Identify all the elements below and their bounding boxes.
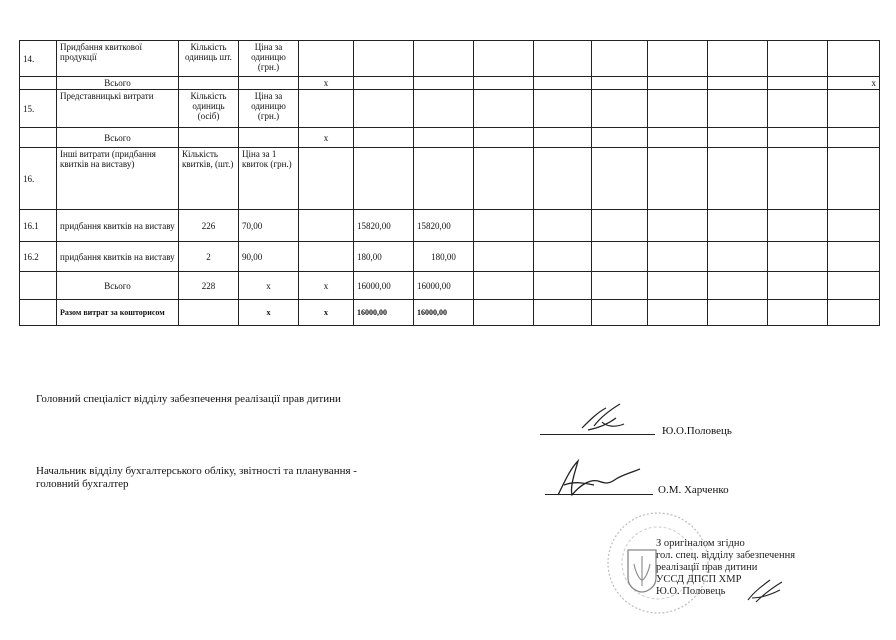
row-cell xyxy=(828,41,880,77)
table-row xyxy=(20,128,880,148)
row-cell xyxy=(708,148,768,210)
row-name: Всього xyxy=(57,77,179,90)
row-qty: 228 xyxy=(179,272,239,300)
row-cell xyxy=(648,41,708,77)
row-sum1: 180,00 xyxy=(354,242,414,272)
row-sum2 xyxy=(414,41,474,77)
row-cell xyxy=(534,272,592,300)
row-cell xyxy=(768,272,828,300)
row-x: х xyxy=(299,128,354,148)
row-sum2: 16000,00 xyxy=(414,300,474,326)
chief-specialist-name: Ю.О.Половець xyxy=(662,425,732,437)
row-cell xyxy=(592,242,648,272)
row-qty xyxy=(179,300,239,326)
row-x xyxy=(299,210,354,242)
row-cell xyxy=(648,128,708,148)
row-sum1 xyxy=(354,128,414,148)
row-sum1: 15820,00 xyxy=(354,210,414,242)
table-row xyxy=(20,90,880,128)
row-qty xyxy=(179,128,239,148)
row-cell xyxy=(592,272,648,300)
row-cell xyxy=(534,300,592,326)
row-cell xyxy=(828,210,880,242)
row-qty: Кількість одиниць шт. xyxy=(179,41,239,77)
row-cell xyxy=(708,242,768,272)
row-cell xyxy=(648,300,708,326)
row-price: 70,00 xyxy=(239,210,299,242)
row-cell xyxy=(768,128,828,148)
row-cell xyxy=(828,148,880,210)
table-row xyxy=(20,41,880,77)
row-cell xyxy=(592,210,648,242)
row-number xyxy=(20,77,57,90)
row-cell xyxy=(534,90,592,128)
row-sum2: 15820,00 xyxy=(414,210,474,242)
row-cell xyxy=(648,272,708,300)
row-cell xyxy=(534,148,592,210)
row-number xyxy=(20,300,57,326)
row-sum2: 16000,00 xyxy=(414,272,474,300)
row-cell xyxy=(474,128,534,148)
row-x xyxy=(299,41,354,77)
row-price: Ціна за 1 квиток (грн.) xyxy=(239,148,299,210)
row-sum2 xyxy=(414,148,474,210)
row-cell xyxy=(592,128,648,148)
row-cell xyxy=(828,272,880,300)
row-sum2 xyxy=(414,128,474,148)
cert-line4: УССД ДПСП ХМР xyxy=(656,574,742,585)
row-cell xyxy=(768,41,828,77)
row-name: придбання квитків на виставу xyxy=(57,242,179,272)
row-cell xyxy=(648,77,708,90)
row-name: Всього xyxy=(57,272,179,300)
row-name: Всього xyxy=(57,128,179,148)
row-number: 16.1 xyxy=(20,210,57,242)
row-qty: Кількість одиниць (осіб) xyxy=(179,90,239,128)
row-cell xyxy=(828,300,880,326)
row-sum1 xyxy=(354,77,414,90)
row-sum1: 16000,00 xyxy=(354,300,414,326)
row-cell xyxy=(592,90,648,128)
row-cell xyxy=(768,77,828,90)
row-cell xyxy=(474,242,534,272)
head-accountant-title-line1: Начальник відділу бухгалтерського обліку, звітності та планування - xyxy=(36,465,357,477)
signature-kharchenko xyxy=(550,455,650,505)
row-cell xyxy=(534,41,592,77)
table-row xyxy=(20,210,880,242)
row-price: Ціна за одиницю (грн.) xyxy=(239,90,299,128)
row-sum1: 16000,00 xyxy=(354,272,414,300)
row-sum1 xyxy=(354,148,414,210)
cert-line2: гол. спец. відділу забезпечення xyxy=(656,550,796,561)
row-qty: Кількість квитків, (шт.) xyxy=(179,148,239,210)
row-cell xyxy=(708,272,768,300)
row-cell xyxy=(708,90,768,128)
row-name: Представницькі витрати xyxy=(57,90,179,128)
row-sum2 xyxy=(414,77,474,90)
row-x xyxy=(299,148,354,210)
row-sum2 xyxy=(414,90,474,128)
row-sum2: 180,00 xyxy=(414,242,474,272)
row-price: х xyxy=(239,272,299,300)
row-number: 15. xyxy=(20,90,57,128)
row-price xyxy=(239,128,299,148)
row-number xyxy=(20,272,57,300)
cert-line5: Ю.О. Половець xyxy=(656,586,726,597)
row-cell xyxy=(768,148,828,210)
cert-line3: реалізації прав дитини xyxy=(656,562,758,573)
row-cell xyxy=(474,300,534,326)
row-cell xyxy=(648,210,708,242)
row-cell xyxy=(534,77,592,90)
head-accountant-name: О.М. Харченко xyxy=(658,484,729,496)
row-cell xyxy=(708,77,768,90)
signature-line xyxy=(540,434,655,435)
row-cell xyxy=(592,300,648,326)
row-cell xyxy=(828,90,880,128)
table-row xyxy=(20,242,880,272)
row-cell xyxy=(474,272,534,300)
row-x: х xyxy=(299,77,354,90)
row-price xyxy=(239,77,299,90)
table-row xyxy=(20,148,880,210)
row-x: х xyxy=(299,300,354,326)
row-cell xyxy=(768,300,828,326)
row-sum1 xyxy=(354,90,414,128)
row-cell xyxy=(768,242,828,272)
row-cell xyxy=(708,41,768,77)
row-qty xyxy=(179,77,239,90)
row-cell xyxy=(474,77,534,90)
chief-specialist-title: Головний спеціаліст відділу забезпечення реалізації прав дитини xyxy=(36,393,341,405)
row-cell xyxy=(534,128,592,148)
row-x: х xyxy=(299,272,354,300)
row-cell xyxy=(534,210,592,242)
row-number: 14. xyxy=(20,41,57,77)
row-price: Ціна за одиницю (грн.) xyxy=(239,41,299,77)
head-accountant-title-line2: головний бухгалтер xyxy=(36,478,129,490)
signature-cert xyxy=(742,576,792,606)
table-row xyxy=(20,272,880,300)
row-cell xyxy=(648,90,708,128)
row-cell xyxy=(648,148,708,210)
row-cell xyxy=(592,148,648,210)
row-qty: 2 xyxy=(179,242,239,272)
table-row xyxy=(20,300,880,326)
signature-line xyxy=(545,494,653,495)
row-cell xyxy=(768,90,828,128)
row-cell xyxy=(768,210,828,242)
row-cell xyxy=(592,77,648,90)
estimate-table xyxy=(19,40,880,326)
signature-polovets xyxy=(576,402,636,438)
row-name: Придбання квиткової продукції xyxy=(57,41,179,77)
cert-line1: З оригіналом згідно xyxy=(656,538,745,549)
row-x xyxy=(299,90,354,128)
row-name: придбання квитків на виставу xyxy=(57,210,179,242)
row-price: х xyxy=(239,300,299,326)
row-name: Інші витрати (придбання квитків на виставу) xyxy=(57,148,179,210)
row-name: Разом витрат за кошторисом xyxy=(57,300,179,326)
row-x xyxy=(299,242,354,272)
row-number xyxy=(20,128,57,148)
row-price: 90,00 xyxy=(239,242,299,272)
row-cell xyxy=(708,300,768,326)
row-cell xyxy=(648,242,708,272)
row-number: 16. xyxy=(20,148,57,210)
row-cell xyxy=(828,242,880,272)
row-last: х xyxy=(828,77,880,90)
row-qty: 226 xyxy=(179,210,239,242)
row-cell xyxy=(474,148,534,210)
row-cell xyxy=(474,41,534,77)
row-cell xyxy=(828,128,880,148)
table-row xyxy=(20,77,880,90)
row-cell xyxy=(474,210,534,242)
row-number: 16.2 xyxy=(20,242,57,272)
row-cell xyxy=(474,90,534,128)
row-cell xyxy=(592,41,648,77)
row-sum1 xyxy=(354,41,414,77)
row-cell xyxy=(708,128,768,148)
row-cell xyxy=(534,242,592,272)
row-cell xyxy=(708,210,768,242)
